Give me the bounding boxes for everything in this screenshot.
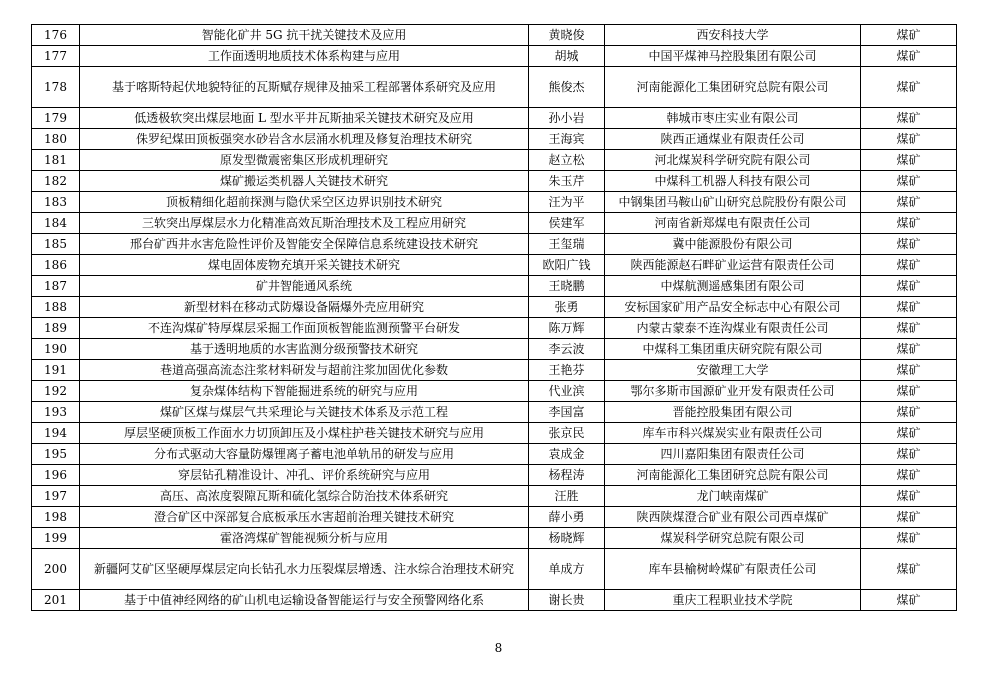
organization-cell: 内蒙古蒙泰不连沟煤业有限责任公司 xyxy=(605,318,861,339)
organization-cell: 中煤航测遥感集团有限公司 xyxy=(605,276,861,297)
table-row xyxy=(32,192,957,213)
category-cell: 煤矿 xyxy=(861,150,957,171)
table-row xyxy=(32,590,957,611)
applicant-cell: 赵立松 xyxy=(529,150,605,171)
applicant-cell: 侯建军 xyxy=(529,213,605,234)
project-title-cell: 高压、高浓度裂隙瓦斯和硫化氢综合防治技术体系研究 xyxy=(80,486,529,507)
project-title-cell: 厚层坚硬顶板工作面水力切顶卸压及小煤柱护巷关键技术研究与应用 xyxy=(80,423,529,444)
row-number-cell: 186 xyxy=(32,255,80,276)
project-title-cell: 顶板精细化超前探测与隐伏采空区边界识别技术研究 xyxy=(80,192,529,213)
table-row xyxy=(32,465,957,486)
organization-cell: 鄂尔多斯市国源矿业开发有限责任公司 xyxy=(605,381,861,402)
organization-cell: 河北煤炭科学研究院有限公司 xyxy=(605,150,861,171)
row-number-cell: 179 xyxy=(32,108,80,129)
organization-cell: 河南能源化工集团研究总院有限公司 xyxy=(605,465,861,486)
organization-cell: 晋能控股集团有限公司 xyxy=(605,402,861,423)
table-row xyxy=(32,46,957,67)
applicant-cell: 朱玉芹 xyxy=(529,171,605,192)
project-title-cell: 邢台矿西井水害危险性评价及智能安全保障信息系统建设技术研究 xyxy=(80,234,529,255)
category-cell: 煤矿 xyxy=(861,213,957,234)
organization-cell: 重庆工程职业技术学院 xyxy=(605,590,861,611)
category-cell: 煤矿 xyxy=(861,339,957,360)
table-row xyxy=(32,25,957,46)
table-row xyxy=(32,423,957,444)
table-row xyxy=(32,150,957,171)
applicant-cell: 汪为平 xyxy=(529,192,605,213)
row-number-cell: 176 xyxy=(32,25,80,46)
row-number-cell: 181 xyxy=(32,150,80,171)
row-number-cell: 178 xyxy=(32,67,80,108)
category-cell: 煤矿 xyxy=(861,360,957,381)
project-title-cell: 霍洛湾煤矿智能视频分析与应用 xyxy=(80,528,529,549)
row-number-cell: 198 xyxy=(32,507,80,528)
applicant-cell: 黄晓俊 xyxy=(529,25,605,46)
applicant-cell: 王玺瑞 xyxy=(529,234,605,255)
row-number-cell: 195 xyxy=(32,444,80,465)
project-title-cell: 澄合矿区中深部复合底板承压水害超前治理关键技术研究 xyxy=(80,507,529,528)
table-row xyxy=(32,486,957,507)
organization-cell: 冀中能源股份有限公司 xyxy=(605,234,861,255)
project-title-cell: 新型材料在移动式防爆设备隔爆外壳应用研究 xyxy=(80,297,529,318)
applicant-cell: 熊俊杰 xyxy=(529,67,605,108)
category-cell: 煤矿 xyxy=(861,192,957,213)
category-cell: 煤矿 xyxy=(861,507,957,528)
row-number-cell: 182 xyxy=(32,171,80,192)
organization-cell: 中煤科工集团重庆研究院有限公司 xyxy=(605,339,861,360)
table-row xyxy=(32,318,957,339)
category-cell: 煤矿 xyxy=(861,465,957,486)
project-title-cell: 侏罗纪煤田顶板强突水砂岩含水层涌水机理及修复治理技术研究 xyxy=(80,129,529,150)
table-row xyxy=(32,381,957,402)
category-cell: 煤矿 xyxy=(861,444,957,465)
organization-cell: 韩城市枣庄实业有限公司 xyxy=(605,108,861,129)
projects-table xyxy=(31,24,957,611)
category-cell: 煤矿 xyxy=(861,486,957,507)
applicant-cell: 王晓鹏 xyxy=(529,276,605,297)
organization-cell: 煤炭科学研究总院有限公司 xyxy=(605,528,861,549)
organization-cell: 陕西陕煤澄合矿业有限公司西卓煤矿 xyxy=(605,507,861,528)
category-cell: 煤矿 xyxy=(861,528,957,549)
applicant-cell: 薛小勇 xyxy=(529,507,605,528)
category-cell: 煤矿 xyxy=(861,46,957,67)
project-title-cell: 基于喀斯特起伏地貌特征的瓦斯赋存规律及抽采工程部署体系研究及应用 xyxy=(80,67,529,108)
organization-cell: 河南能源化工集团研究总院有限公司 xyxy=(605,67,861,108)
organization-cell: 库车县榆树岭煤矿有限责任公司 xyxy=(605,549,861,590)
row-number-cell: 184 xyxy=(32,213,80,234)
organization-cell: 中国平煤神马控股集团有限公司 xyxy=(605,46,861,67)
organization-cell: 中钢集团马鞍山矿山研究总院股份有限公司 xyxy=(605,192,861,213)
category-cell: 煤矿 xyxy=(861,423,957,444)
category-cell: 煤矿 xyxy=(861,129,957,150)
row-number-cell: 192 xyxy=(32,381,80,402)
project-title-cell: 矿井智能通风系统 xyxy=(80,276,529,297)
category-cell: 煤矿 xyxy=(861,25,957,46)
table-row xyxy=(32,276,957,297)
row-number-cell: 197 xyxy=(32,486,80,507)
category-cell: 煤矿 xyxy=(861,318,957,339)
row-number-cell: 189 xyxy=(32,318,80,339)
project-title-cell: 穿层钻孔精准设计、冲孔、评价系统研究与应用 xyxy=(80,465,529,486)
applicant-cell: 汪胜 xyxy=(529,486,605,507)
organization-cell: 库车市科兴煤炭实业有限责任公司 xyxy=(605,423,861,444)
project-title-cell: 基于透明地质的水害监测分级预警技术研究 xyxy=(80,339,529,360)
table-row xyxy=(32,528,957,549)
table-body xyxy=(32,25,957,611)
organization-cell: 中煤科工机器人科技有限公司 xyxy=(605,171,861,192)
applicant-cell: 李云波 xyxy=(529,339,605,360)
category-cell: 煤矿 xyxy=(861,67,957,108)
organization-cell: 陕西正通煤业有限责任公司 xyxy=(605,129,861,150)
project-title-cell: 煤电固体废物充填开采关键技术研究 xyxy=(80,255,529,276)
applicant-cell: 王艳芬 xyxy=(529,360,605,381)
row-number-cell: 201 xyxy=(32,590,80,611)
project-title-cell: 原发型微震密集区形成机理研究 xyxy=(80,150,529,171)
table-row xyxy=(32,339,957,360)
project-title-cell: 智能化矿井 5G 抗干扰关键技术及应用 xyxy=(80,25,529,46)
applicant-cell: 杨程涛 xyxy=(529,465,605,486)
row-number-cell: 187 xyxy=(32,276,80,297)
project-title-cell: 巷道高强高流态注浆材料研发与超前注浆加固优化参数 xyxy=(80,360,529,381)
organization-cell: 西安科技大学 xyxy=(605,25,861,46)
table-row xyxy=(32,171,957,192)
row-number-cell: 199 xyxy=(32,528,80,549)
project-title-cell: 基于中值神经网络的矿山机电运输设备智能运行与安全预警网络化系 xyxy=(80,590,529,611)
category-cell: 煤矿 xyxy=(861,297,957,318)
project-title-cell: 分布式驱动大容量防爆锂离子蓄电池单轨吊的研发与应用 xyxy=(80,444,529,465)
applicant-cell: 单成方 xyxy=(529,549,605,590)
table-row xyxy=(32,108,957,129)
table-row xyxy=(32,67,957,108)
table-row xyxy=(32,360,957,381)
table-row xyxy=(32,444,957,465)
category-cell: 煤矿 xyxy=(861,255,957,276)
project-title-cell: 三软突出厚煤层水力化精准高效瓦斯治理技术及工程应用研究 xyxy=(80,213,529,234)
table-row xyxy=(32,129,957,150)
category-cell: 煤矿 xyxy=(861,381,957,402)
category-cell: 煤矿 xyxy=(861,402,957,423)
organization-cell: 河南省新郑煤电有限责任公司 xyxy=(605,213,861,234)
applicant-cell: 李国富 xyxy=(529,402,605,423)
category-cell: 煤矿 xyxy=(861,549,957,590)
organization-cell: 四川嘉阳集团有限责任公司 xyxy=(605,444,861,465)
project-title-cell: 新疆阿艾矿区坚硬厚煤层定向长钻孔水力压裂煤层增透、注水综合治理技术研究 xyxy=(80,549,529,590)
applicant-cell: 胡城 xyxy=(529,46,605,67)
table-row xyxy=(32,297,957,318)
applicant-cell: 代业滨 xyxy=(529,381,605,402)
category-cell: 煤矿 xyxy=(861,108,957,129)
organization-cell: 安标国家矿用产品安全标志中心有限公司 xyxy=(605,297,861,318)
table-row xyxy=(32,213,957,234)
category-cell: 煤矿 xyxy=(861,234,957,255)
row-number-cell: 194 xyxy=(32,423,80,444)
row-number-cell: 190 xyxy=(32,339,80,360)
applicant-cell: 袁成金 xyxy=(529,444,605,465)
project-title-cell: 不连沟煤矿特厚煤层采掘工作面顶板智能监测预警平台研发 xyxy=(80,318,529,339)
applicant-cell: 欧阳广钱 xyxy=(529,255,605,276)
row-number-cell: 180 xyxy=(32,129,80,150)
row-number-cell: 185 xyxy=(32,234,80,255)
project-title-cell: 复杂煤体结构下智能掘进系统的研究与应用 xyxy=(80,381,529,402)
row-number-cell: 196 xyxy=(32,465,80,486)
row-number-cell: 191 xyxy=(32,360,80,381)
organization-cell: 陕西能源赵石畔矿业运营有限责任公司 xyxy=(605,255,861,276)
applicant-cell: 张京民 xyxy=(529,423,605,444)
category-cell: 煤矿 xyxy=(861,590,957,611)
project-title-cell: 低透极软突出煤层地面 L 型水平井瓦斯抽采关键技术研究及应用 xyxy=(80,108,529,129)
row-number-cell: 183 xyxy=(32,192,80,213)
organization-cell: 安徽理工大学 xyxy=(605,360,861,381)
project-title-cell: 煤矿搬运类机器人关键技术研究 xyxy=(80,171,529,192)
table-row xyxy=(32,402,957,423)
page-number: 8 xyxy=(494,641,503,655)
applicant-cell: 张勇 xyxy=(529,297,605,318)
organization-cell: 龙门峡南煤矿 xyxy=(605,486,861,507)
table-row xyxy=(32,549,957,590)
table-row xyxy=(32,234,957,255)
applicant-cell: 王海宾 xyxy=(529,129,605,150)
applicant-cell: 孙小岩 xyxy=(529,108,605,129)
table-row xyxy=(32,255,957,276)
project-title-cell: 煤矿区煤与煤层气共采理论与关键技术体系及示范工程 xyxy=(80,402,529,423)
row-number-cell: 177 xyxy=(32,46,80,67)
row-number-cell: 200 xyxy=(32,549,80,590)
row-number-cell: 188 xyxy=(32,297,80,318)
applicant-cell: 陈万辉 xyxy=(529,318,605,339)
category-cell: 煤矿 xyxy=(861,276,957,297)
category-cell: 煤矿 xyxy=(861,171,957,192)
applicant-cell: 杨晓辉 xyxy=(529,528,605,549)
applicant-cell: 谢长贵 xyxy=(529,590,605,611)
project-title-cell: 工作面透明地质技术体系构建与应用 xyxy=(80,46,529,67)
row-number-cell: 193 xyxy=(32,402,80,423)
table-row xyxy=(32,507,957,528)
